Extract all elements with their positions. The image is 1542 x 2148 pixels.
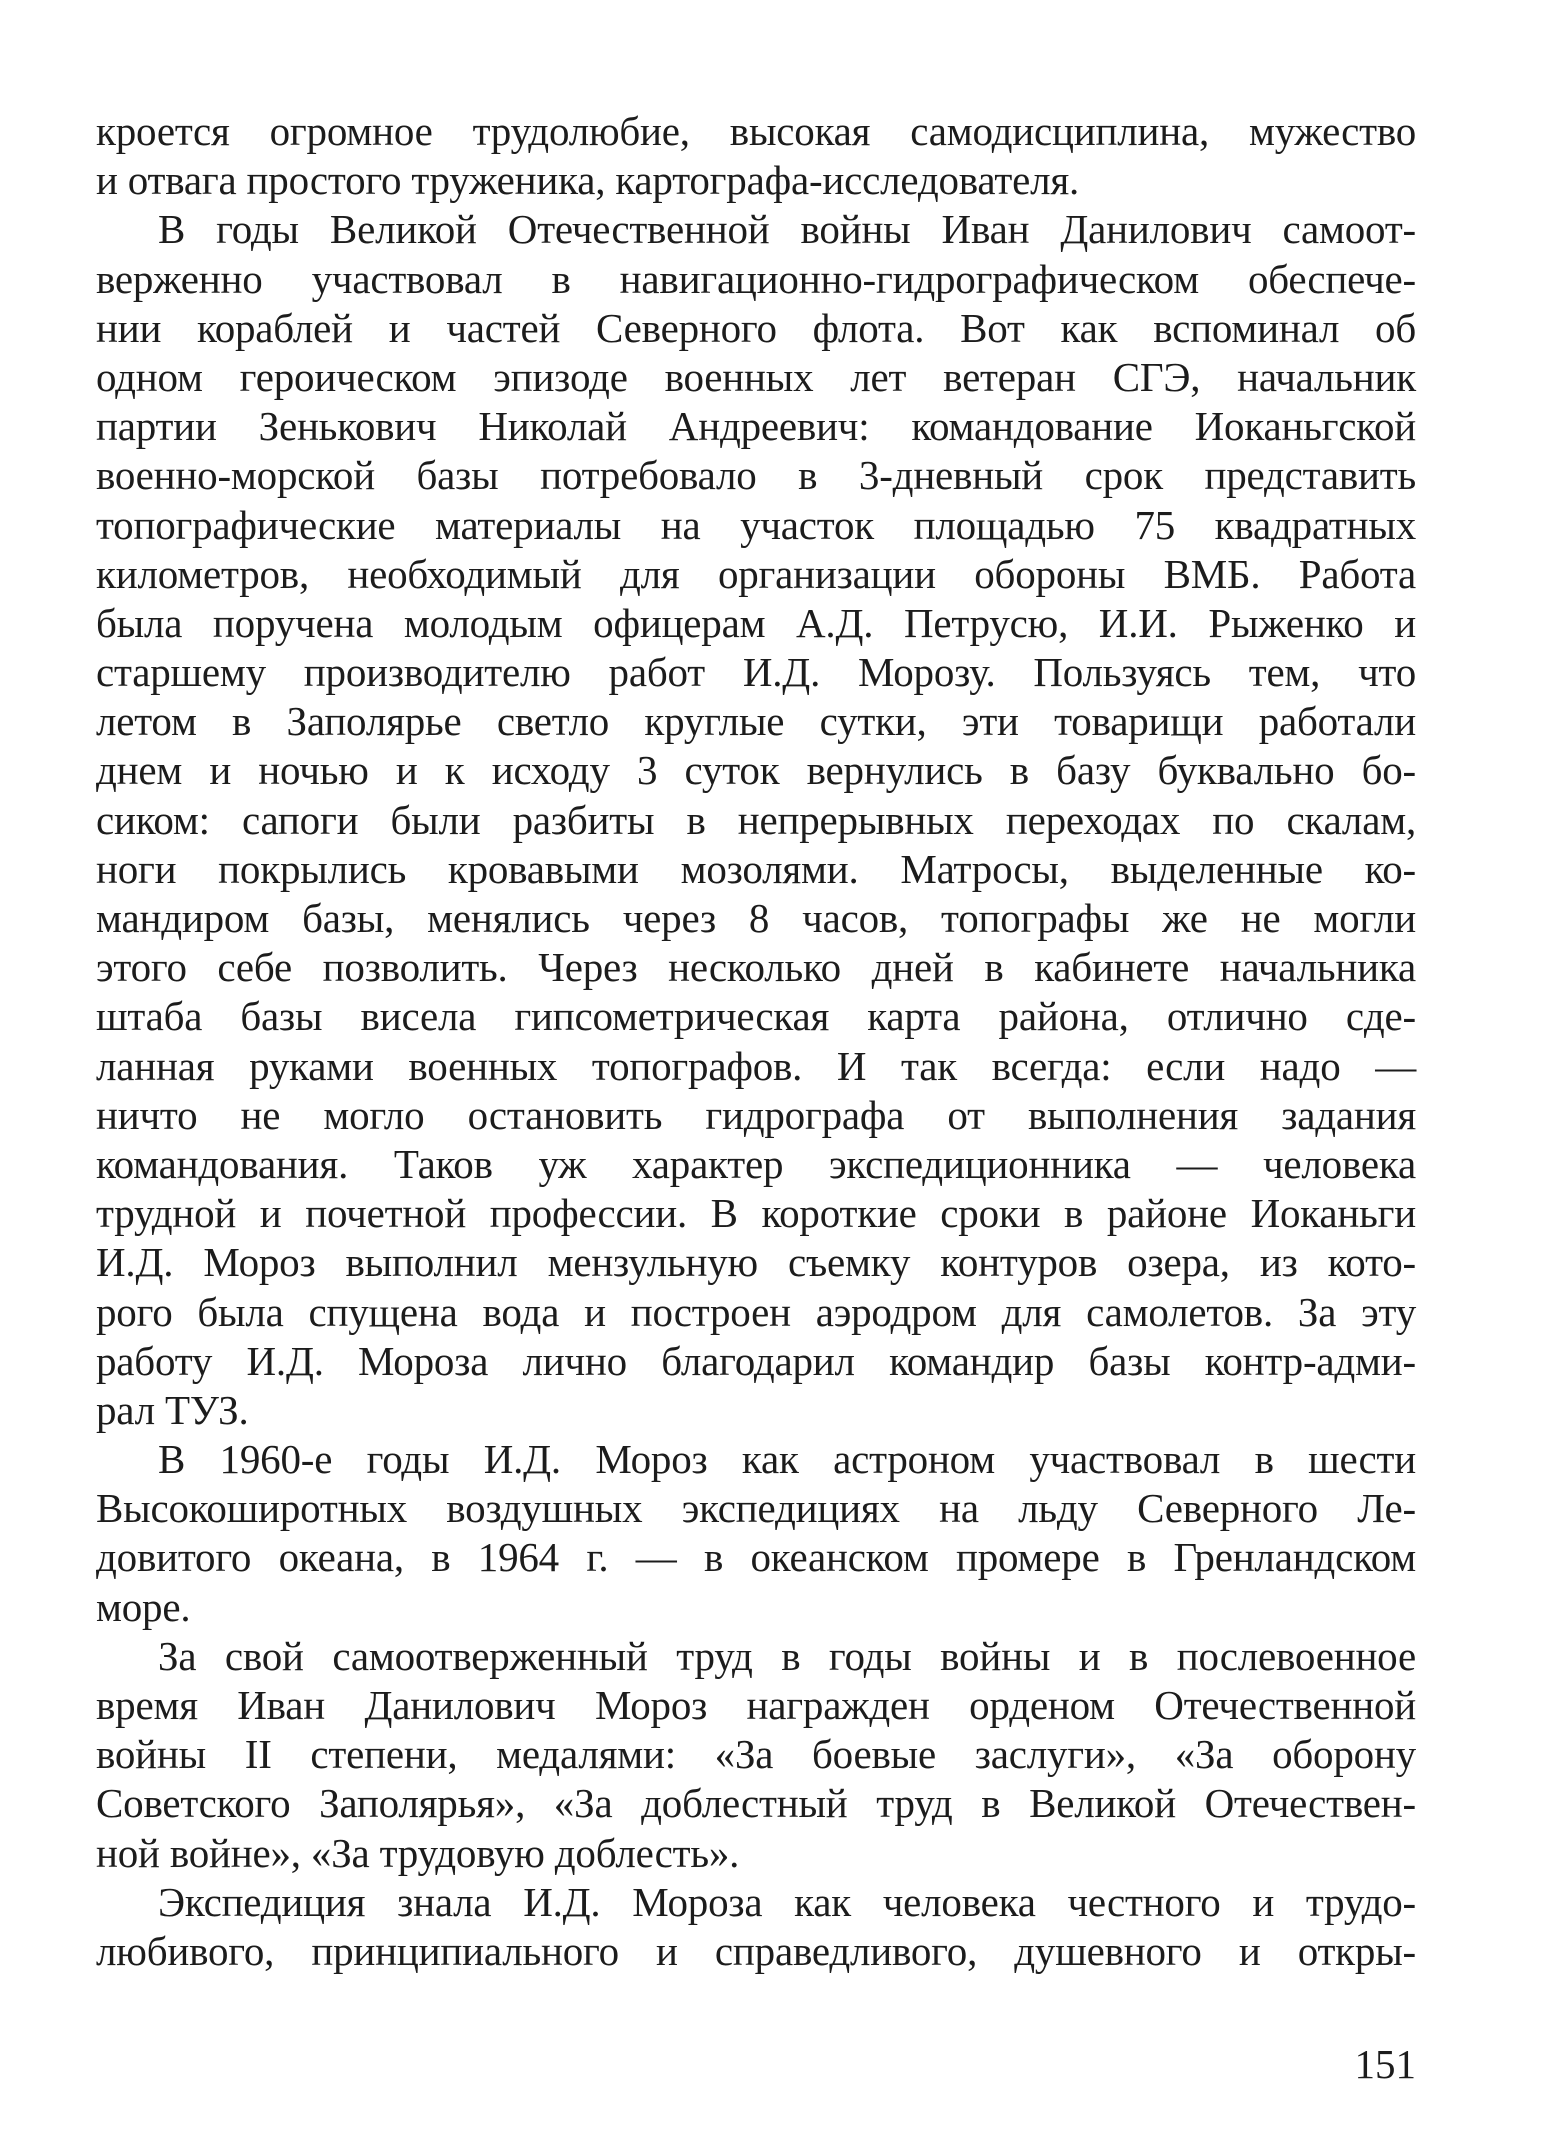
text-line: командования. Таков уж характер экспедиционника — человека	[96, 1140, 1416, 1187]
paragraph	[96, 205, 1416, 1435]
text-line: трудной и почетной профессии. В короткие сроки в районе Иоканьги	[96, 1190, 1416, 1237]
text-line: штаба базы висела гипсометрическая карта района, отлично сде-	[96, 993, 1416, 1040]
text-line: ноги покрылись кровавыми мозолями. Матросы, выделенные ко-	[96, 845, 1416, 892]
text-line: и отвага простого труженика, картографа-исследователя.	[96, 157, 1080, 204]
text-line: любивого, принципиального и справедливого, душевного и откры-	[96, 1927, 1416, 1974]
text-line: этого себе позволить. Через несколько дней в кабинете начальника	[96, 944, 1416, 991]
text-line: Советского Заполярья», «За доблестный труд в Великой Отечествен-	[96, 1780, 1416, 1827]
text-line: ничто не могло остановить гидрографа от выполнения задания	[96, 1091, 1416, 1138]
paragraph	[96, 1878, 1416, 1976]
text-line: рал ТУЗ.	[96, 1386, 249, 1433]
text-line: кроется огромное трудолюбие, высокая самодисциплина, мужество	[96, 108, 1416, 154]
text-line: ланная руками военных топографов. И так всегда: если надо —	[96, 1042, 1416, 1089]
text-line: Высокоширотных воздушных экспедициях на льду Северного Ле-	[96, 1485, 1416, 1532]
text-line: войны II степени, медалями: «За боевые заслуги», «За оборону	[96, 1731, 1416, 1778]
text-line: военно-морской базы потребовало в 3-дневный срок представить	[96, 452, 1416, 499]
text-line: летом в Заполярье светло круглые сутки, эти товарищи работали	[96, 698, 1416, 745]
text-line: одном героическом эпизоде военных лет ветеран СГЭ, начальник	[96, 353, 1416, 400]
text-line: партии Зенькович Николай Андреевич: командование Иоканьгской	[96, 403, 1416, 450]
page-body	[96, 107, 1416, 1976]
text-line: старшему производителю работ И.Д. Морозу. Пользуясь тем, что	[96, 649, 1416, 696]
paragraph	[96, 107, 1416, 205]
text-line: время Иван Данилович Мороз награжден орденом Отечественной	[96, 1682, 1416, 1728]
text-line: работу И.Д. Мороза лично благодарил командир базы контр-адми-	[96, 1337, 1416, 1384]
text-line: В 1960-е годы И.Д. Мороз как астроном участвовал в шести	[158, 1436, 1416, 1483]
text-line: И.Д. Мороз выполнил мензульную съемку контуров озера, из кото-	[96, 1239, 1416, 1286]
text-line: мандиром базы, менялись через 8 часов, топографы же не могли	[96, 895, 1416, 941]
text-line: топографические материалы на участок площадью 75 квадратных	[96, 501, 1416, 548]
paragraph	[96, 1632, 1416, 1878]
text-line: В годы Великой Отечественной войны Иван Данилович самоот-	[158, 206, 1416, 253]
paragraph	[96, 1435, 1416, 1632]
text-line: Экспедиция знала И.Д. Мороза как человека честного и трудо-	[158, 1878, 1416, 1925]
text-line: была поручена молодым офицерам А.Д. Петрусю, И.И. Рыженко и	[96, 599, 1416, 646]
text-line: километров, необходимый для организации обороны ВМБ. Работа	[96, 550, 1416, 597]
text-line: сиком: сапоги были разбиты в непрерывных переходах по скалам,	[96, 796, 1416, 843]
text-line: За свой самоотверженный труд в годы войны и в послевоенное	[158, 1632, 1416, 1679]
text-line: верженно участвовал в навигационно-гидрографическом обеспече-	[96, 255, 1416, 302]
text-line: рого была спущена вода и построен аэродром для самолетов. За эту	[96, 1288, 1416, 1335]
page-number: 151	[1354, 2041, 1416, 2087]
text-line: нии кораблей и частей Северного флота. Вот как вспоминал об	[96, 304, 1416, 351]
text-line: ной войне», «За трудовую доблесть».	[96, 1829, 740, 1876]
text-line: довитого океана, в 1964 г. — в океанском промере в Гренландском	[96, 1534, 1416, 1581]
text-line: море.	[96, 1583, 191, 1630]
text-line: днем и ночью и к исходу 3 суток вернулись в базу буквально бо-	[96, 747, 1416, 794]
